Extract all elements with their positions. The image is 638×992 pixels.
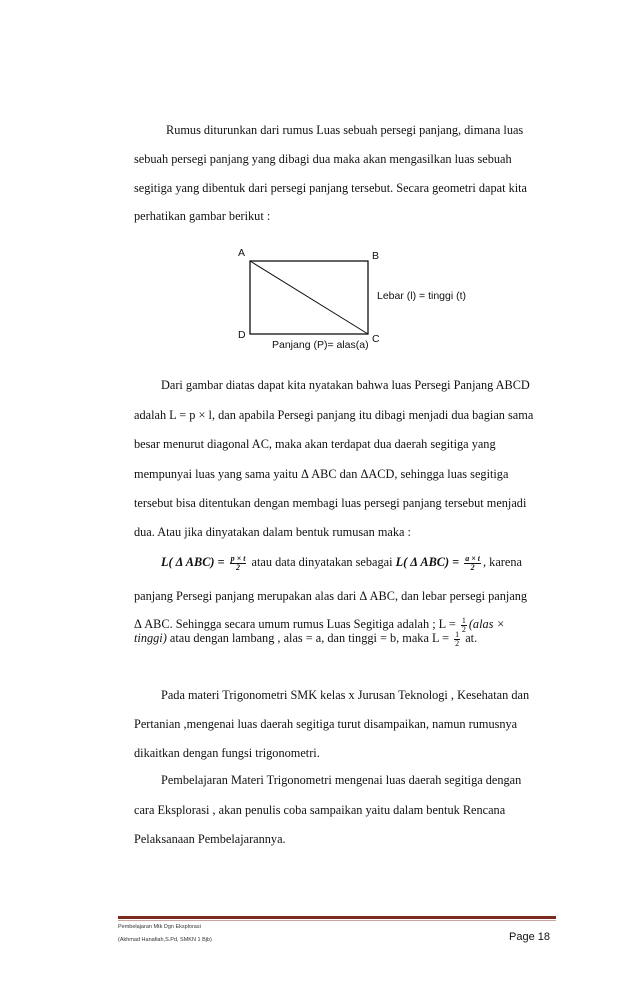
p2-line4: mempunyai luas yang sama yaitu Δ ABC dan ΔACD, sehingga luas segitiga: [134, 467, 509, 481]
footer-rule-light: [118, 920, 556, 921]
p2-line1: Dari gambar diatas dapat kita nyatakan bahwa luas Persegi Panjang ABCD: [161, 378, 530, 392]
fraction-one-half: $\frac{1}{2}$: [461, 615, 466, 634]
footer-author: (Akhmad Hanafiah,S.Pd, SMKN 1 Bjb): [118, 937, 212, 943]
p2-line3: besar menurut diagonal AC, maka akan terdapat dua daerah segitiga yang: [134, 437, 496, 451]
p3-line3: [134, 627, 477, 649]
width-label: Lebar (l) = tinggi (t): [377, 290, 466, 302]
page-number: Page 18: [509, 931, 550, 943]
p4-line3: dikaitkan dengan fungsi trigonometri.: [134, 746, 320, 760]
p5-line3: Pelaksanaan Pembelajarannya.: [134, 832, 286, 846]
diagonal-ac: [250, 261, 368, 334]
formula-line: [161, 551, 522, 573]
fraction-a-t-over-2: $\frac{a \times t}{2}$: [465, 553, 481, 572]
footer-title: Pembelajaran Mtk Dgn Eksplorasi: [118, 924, 201, 930]
alas-times: (alas ×: [468, 617, 505, 631]
fraction-one-half-2: $\frac{1}{2}$: [455, 629, 460, 648]
p4-line1: Pada materi Trigonometri SMK kelas x Jurusan Teknologi , Kesehatan dan: [161, 688, 530, 702]
p3-line3-text: atau dengan lambang , alas = a, dan tinggi = b, maka L =: [166, 631, 453, 645]
formula-mid-text: atau data dinyatakan sebagai: [248, 555, 396, 569]
formula-lhs-2: L( Δ ABC) =: [395, 555, 463, 569]
p1-line1: Rumus diturunkan dari rumus Luas sebuah persegi panjang, dimana luas: [166, 123, 524, 137]
vertex-label-a: A: [238, 247, 246, 259]
p4-line2: Pertanian ,mengenai luas daerah segitiga turut disampaikan, namun rumusnya: [134, 717, 518, 731]
footer-rule-dark: [118, 916, 556, 919]
p1-line3: segitiga yang dibentuk dari persegi panjang tersebut. Secara geometri dapat kita: [134, 181, 528, 195]
p1-line4: perhatikan gambar berikut :: [134, 209, 271, 223]
formula-tail: , karena: [483, 555, 522, 569]
p3-line1: panjang Persegi panjang merupakan alas dari Δ ABC, dan lebar persegi panjang: [134, 589, 528, 603]
p1-line2: sebuah persegi panjang yang dibagi dua maka akan mengasilkan luas sebuah: [134, 152, 512, 166]
p5-line1: Pembelajaran Materi Trigonometri mengenai luas daerah segitiga dengan: [161, 773, 522, 787]
fraction-p-t-over-2: $\frac{p \times t}{2}$: [230, 553, 246, 572]
vertex-label-c: C: [372, 333, 380, 345]
p3-line2-text: Δ ABC. Sehingga secara umum rumus Luas Segitiga adalah ; L =: [134, 617, 459, 631]
p2-line6: dua. Atau jika dinyatakan dalam bentuk rumusan maka :: [134, 525, 411, 539]
p2-line5: tersebut bisa ditentukan dengan membagi luas persegi panjang tersebut menjadi: [134, 496, 527, 510]
length-label: Panjang (P)= alas(a): [272, 339, 369, 351]
vertex-label-d: D: [238, 329, 246, 341]
p2-line2: adalah L = p × l, dan apabila Persegi panjang itu dibagi menjadi dua bagian sama: [134, 408, 534, 422]
p5-line2: cara Eksplorasi , akan penulis coba sampaikan yaitu dalam bentuk Rencana: [134, 803, 506, 817]
vertex-label-b: B: [372, 250, 380, 262]
formula-lhs-1: L( Δ ABC) =: [161, 555, 228, 569]
tinggi-close: tinggi): [134, 631, 167, 645]
p3-line3-end: at.: [462, 631, 478, 645]
